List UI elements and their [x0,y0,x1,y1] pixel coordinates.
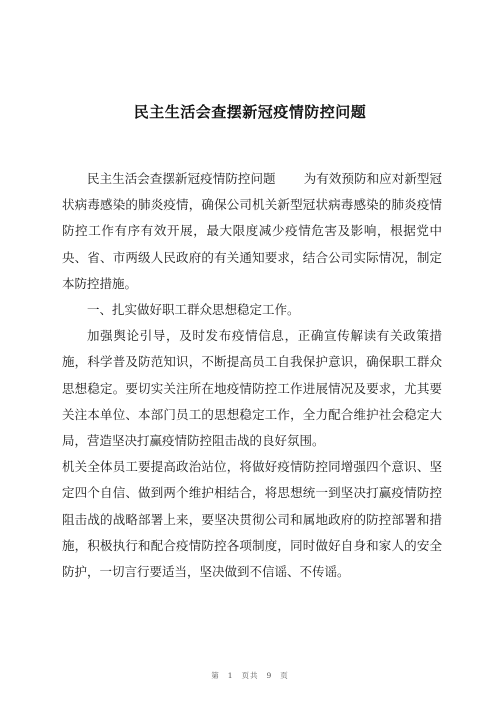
footer-suffix: 页 [280,671,289,680]
footer-middle: 页共 [241,671,259,680]
footer-current-page: 1 [227,671,234,680]
document-body [62,166,442,585]
intro-text: 为有效预防和应对新型冠状病毒感染的肺炎疫情，确保公司机关新型冠状病毒感染的肺炎疫情防控工作有序有效开展，最大限度减少疫情危害及影响，根据党中央、省、市两级人民政府的有关通知要求，结合公司实际情况，制定本防控措施。 [62,171,442,291]
section-heading: 一、扎实做好职工群众思想稳定工作。 [87,302,300,318]
intro-paragraph [62,166,442,297]
body-paragraph: 加强舆论引导，及时发布疫情信息，正确宣传解读有关政策措施，科学普及防范知识，不断提高员工自我保护意识，确保职工群众思想稳定。要切实关注所在地疫情防控工作进展情况及要求，尤其要关注本单位、本部门员工的思想稳定工作，全力配合维护社会稳定大局，营造坚决打赢疫情防控阻击战的良好氛围。 [62,328,442,449]
page-footer [0,670,500,681]
footer-prefix: 第 [211,671,220,680]
body-paragraph: 机关全体员工要提高政治站位，将做好疫情防控同增强四个意识、坚定四个自信、做到两个维护相结合，将思想统一到坚决打赢疫情防控阻击战的战略部署上来，要坚决贯彻公司和属地政府的防控部署和措施，积极执行和配合疫情防控各项制度，同时做好自身和家人的安全防护，一切言行要适当，坚决做到不信谣、不传谣。 [62,459,442,580]
intro-title: 民主生活会查摆新冠疫情防控问题 [87,171,276,186]
page-title: 民主生活会查摆新冠疫情防控问题 [133,103,367,121]
footer-total-pages: 9 [266,671,273,680]
